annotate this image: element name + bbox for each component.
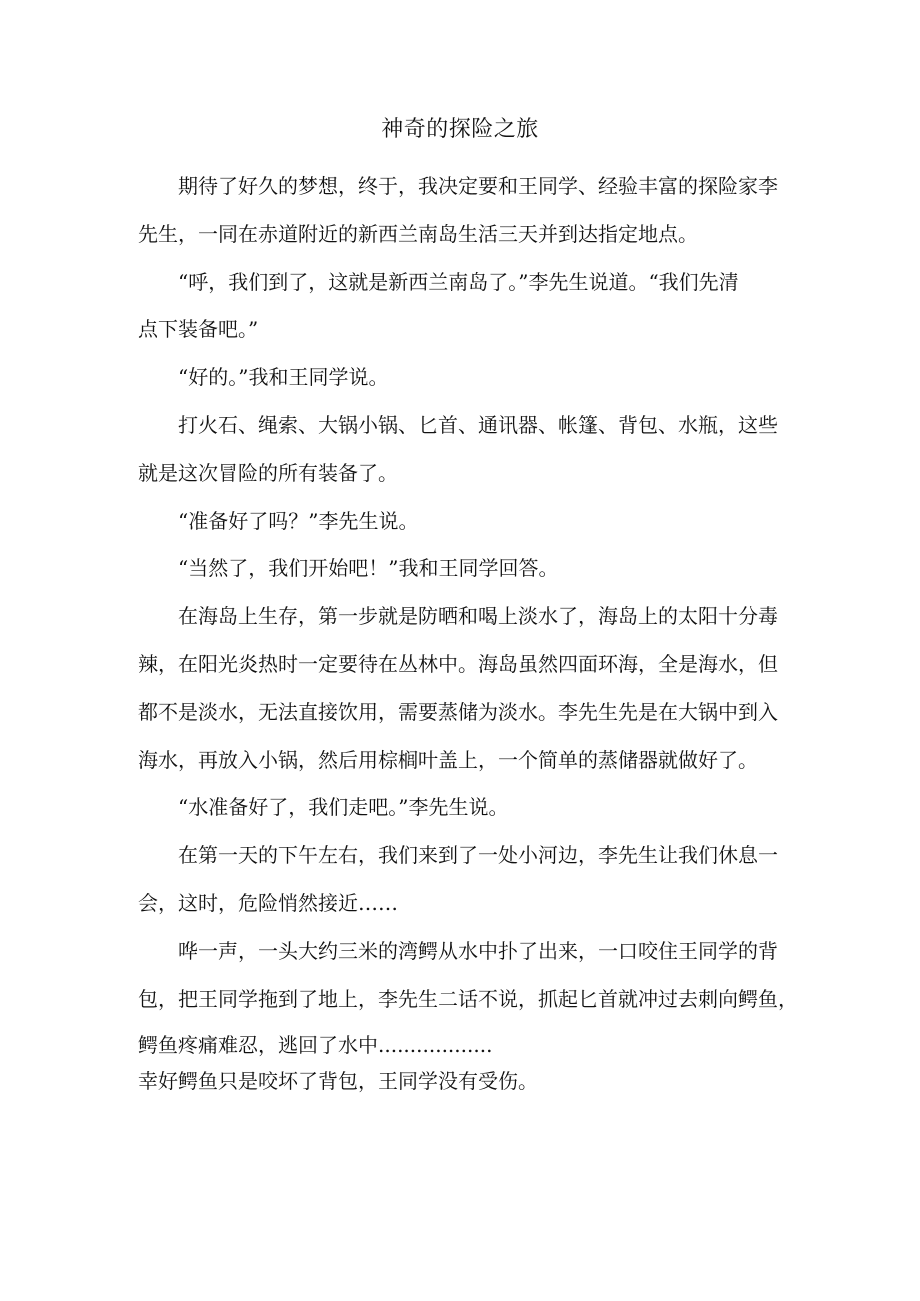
paragraph-line: “水准备好了，我们走吧。”李先生说。 <box>178 795 509 820</box>
paragraph-line: 点下装备吧。” <box>138 317 259 342</box>
paragraph-line: “呼，我们到了，这就是新西兰南岛了。”李先生说道。“我们先清 <box>178 269 739 294</box>
paragraph-line: 在第一天的下午左右，我们来到了一处小河边，李先生让我们休息一 <box>178 843 778 868</box>
paragraph-9 <box>138 832 786 928</box>
paragraph-7 <box>138 593 786 784</box>
document-body <box>138 163 798 1095</box>
closing-line: 幸好鳄鱼只是咬坏了背包，王同学没有受伤。 <box>138 1069 538 1094</box>
paragraph-line: 海水，再放入小锅，然后用棕榈叶盖上，一个简单的蒸储器就做好了。 <box>138 747 758 772</box>
paragraph-line: 包，把王同学拖到了地上，李先生二话不说，抓起匕首就冲过去刺向鳄鱼， <box>138 986 798 1011</box>
paragraph-line: 就是这次冒险的所有装备了。 <box>138 460 398 485</box>
paragraph-line: 哗一声，一头大约三米的湾鳄从水中扑了出来，一口咬住王同学的背 <box>178 938 778 963</box>
paragraph-line: “准备好了吗？”李先生说。 <box>178 508 419 533</box>
paragraph-line: 期待了好久的梦想，终于，我决定要和王同学、经验丰富的探险家李 <box>178 174 778 198</box>
paragraph-5 <box>138 498 786 546</box>
paragraph-line: 打火石、绳索、大锅小锅、匕首、通讯器、帐篷、背包、水瓶，这些 <box>178 412 778 437</box>
paragraph-6 <box>138 545 786 593</box>
paragraph-2 <box>138 259 786 355</box>
paragraph-8 <box>138 784 786 832</box>
paragraph-line: 在海岛上生存，第一步就是防晒和喝上淡水了，海岛上的太阳十分毒 <box>178 604 778 629</box>
document-title: 神奇的探险之旅 <box>381 117 539 142</box>
paragraph-line: 都不是淡水，无法直接饮用，需要蒸储为淡水。李先生先是在大锅中到入 <box>138 699 778 724</box>
paragraph-line: 辣，在阳光炎热时一定要待在丛林中。海岛虽然四面环海，全是海水，但 <box>138 651 778 676</box>
paragraph-1 <box>138 163 786 259</box>
paragraph-line: 会，这时，危险悄然接近…… <box>138 890 398 915</box>
paragraph-line: 先生，一同在赤道附近的新西兰南岛生活三天并到达指定地点。 <box>138 221 698 246</box>
paragraph-line: “好的。”我和王同学说。 <box>178 365 389 390</box>
paragraph-10 <box>138 928 798 1068</box>
paragraph-line: “当然了，我们开始吧！”我和王同学回答。 <box>178 556 559 581</box>
paragraph-line: 鳄鱼疼痛难忍，逃回了水中.................. <box>138 1033 493 1058</box>
paragraph-4 <box>138 402 786 498</box>
paragraph-3 <box>138 354 786 402</box>
